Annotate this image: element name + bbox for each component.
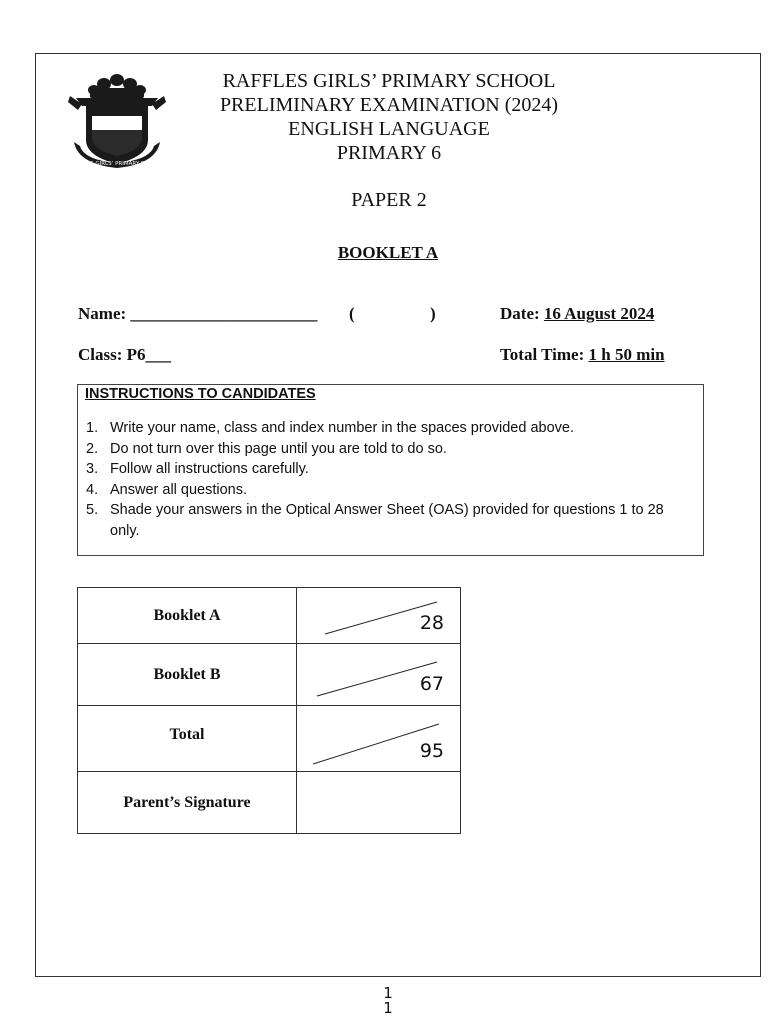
- class-row: [78, 345, 171, 365]
- row-label: Total: [78, 706, 297, 771]
- date-label: Date:: [500, 304, 540, 323]
- instruction-item: 5. Shade your answers in the Optical Answer Sheet (OAS) provided for questions 1 to 28 only.: [86, 502, 664, 539]
- name-blank[interactable]: ______________________: [130, 304, 318, 323]
- class-label: Class: P6: [78, 345, 146, 364]
- instructions-box: [77, 384, 704, 556]
- name-row: [78, 304, 317, 324]
- row-label: Booklet B: [78, 644, 297, 705]
- index-open-bracket: (: [349, 304, 355, 323]
- page-number-bottom: 1: [383, 999, 393, 1017]
- instruction-item: 4. Answer all questions.: [86, 481, 248, 498]
- marks-table: [77, 587, 461, 834]
- school-name: RAFFLES GIRLS’ PRIMARY SCHOOL: [222, 70, 556, 92]
- row-label: Parent’s Signature: [78, 772, 297, 833]
- score-cell[interactable]: [297, 644, 460, 705]
- crest-motto: RAFFLES GIRLS’ PRIMARY SCHOOL: [69, 161, 165, 167]
- name-label: Name:: [78, 304, 127, 323]
- class-blank[interactable]: ___: [145, 345, 172, 364]
- max-score: 28: [419, 612, 444, 634]
- school-crest-logo: [68, 68, 166, 172]
- subject-title: ENGLISH LANGUAGE: [288, 118, 490, 140]
- date-value: 16 August 2024: [543, 304, 655, 323]
- date-row: [500, 304, 654, 324]
- page-number-top: 1: [383, 984, 393, 1002]
- max-score: 95: [419, 740, 444, 762]
- max-score: 67: [419, 673, 444, 695]
- booklet-title: BOOKLET A: [337, 243, 439, 262]
- table-row: [78, 706, 460, 772]
- time-value: 1 h 50 min: [588, 345, 665, 364]
- paper-title: PAPER 2: [351, 189, 427, 211]
- instructions-title: INSTRUCTIONS TO CANDIDATES: [85, 386, 316, 402]
- table-row: [78, 772, 460, 833]
- diagonal-slash: [297, 706, 460, 772]
- instruction-item: 2. Do not turn over this page until you are told to do so.: [86, 440, 447, 457]
- time-row: [500, 345, 665, 365]
- table-row: [78, 588, 460, 644]
- signature-cell[interactable]: [297, 772, 460, 833]
- instructions-list: [86, 418, 691, 541]
- instruction-item: 3. Follow all instructions carefully.: [86, 461, 309, 477]
- score-cell[interactable]: [297, 588, 460, 643]
- exam-title: PRELIMINARY EXAMINATION (2024): [219, 94, 559, 116]
- time-label: Total Time:: [500, 345, 585, 364]
- row-label: Booklet A: [78, 588, 297, 643]
- instruction-item: 1. Write your name, class and index number in the spaces provided above.: [86, 420, 574, 436]
- score-cell[interactable]: [297, 706, 460, 771]
- level-title: PRIMARY 6: [336, 142, 442, 164]
- table-row: [78, 644, 460, 706]
- index-close-bracket: ): [430, 304, 436, 323]
